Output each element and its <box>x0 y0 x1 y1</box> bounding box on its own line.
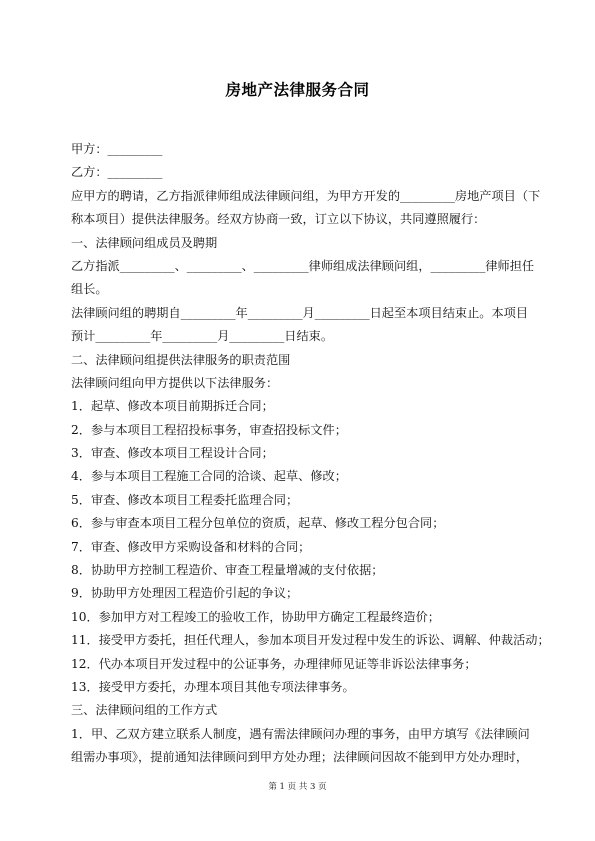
preamble-line: 称本项目）提供法律服务。经双方协商一致，订立以下协议，共同遵照履行： <box>71 212 486 227</box>
party-b-line: 乙方：_________ <box>71 165 163 180</box>
list-item: 10．参加甲方对工程竣工的验收工作，协助甲方确定工程最终造价； <box>71 609 440 624</box>
list-item: 6．参与审查本项目工程分包单位的资质，起草、修改工程分包合同； <box>71 516 445 531</box>
list-item: 9．协助甲方处理因工程造价引起的争议； <box>71 586 299 601</box>
list-item: 3．审查、修改本项目工程设计合同； <box>71 446 274 461</box>
paragraph-line: 组长。 <box>71 282 108 297</box>
list-item: 7．审查、修改甲方采购设备和材料的合同； <box>71 539 311 554</box>
document-body <box>71 138 550 770</box>
paragraph-line: 法律顾问组的聘期自_________年_________月_________日起至本项目结束止。本项目 <box>71 305 529 320</box>
section-heading: 三、法律顾问组的工作方式 <box>71 703 218 718</box>
section-heading: 一、法律顾问组成员及聘期 <box>71 235 218 250</box>
party-a-line: 甲方：_________ <box>71 142 163 156</box>
list-item: 4．参与本项目工程施工合同的洽谈、起草、修改； <box>71 469 347 484</box>
list-item: 12．代办本项目开发过程中的公证事务，办理律师见证等非诉讼法律事务； <box>71 656 477 671</box>
paragraph-line: 预计_________年_________月_________日结束。 <box>71 329 334 344</box>
list-item: 8．协助甲方控制工程造价、审查工程量增减的支付依据； <box>71 563 384 578</box>
paragraph-line: 乙方指派_________、_________、_________律师组成法律顾问组，_________律师担任 <box>71 258 535 273</box>
list-item: 2．参与本项目工程招投标事务，审查招投标文件； <box>71 422 347 437</box>
page-number-footer: 第 1 页 共 3 页 <box>268 782 327 792</box>
section-heading: 二、法律顾问组提供法律服务的职责范围 <box>71 352 291 367</box>
document-title: 房地产法律服务合同 <box>225 80 370 99</box>
preamble-line: 应甲方的聘请，乙方指派律师组成法律顾问组，为甲方开发的_________房地产项目（下 <box>71 188 541 203</box>
list-item: 11．接受甲方委托，担任代理人，参加本项目开发过程中发生的诉讼、调解、仲裁活动； <box>71 633 550 648</box>
list-item: 13．接受甲方委托，办理本项目其他专项法律事务。 <box>71 679 355 694</box>
list-item: 1．起草、修改本项目前期拆迁合同； <box>71 399 274 414</box>
paragraph-line: 组需办事项》，提前通知法律顾问到甲方处办理；法律顾问因故不能到甲方处办理时， <box>71 750 529 765</box>
paragraph-line: 法律顾问组向甲方提供以下法律服务： <box>71 375 279 390</box>
list-item: 5．审查、修改本项目工程委托监理合同； <box>71 492 299 507</box>
paragraph-line: 1．甲、乙双方建立联系人制度，遇有需法律顾问办理的事务，由甲方填写《法律顾问 <box>71 726 530 741</box>
